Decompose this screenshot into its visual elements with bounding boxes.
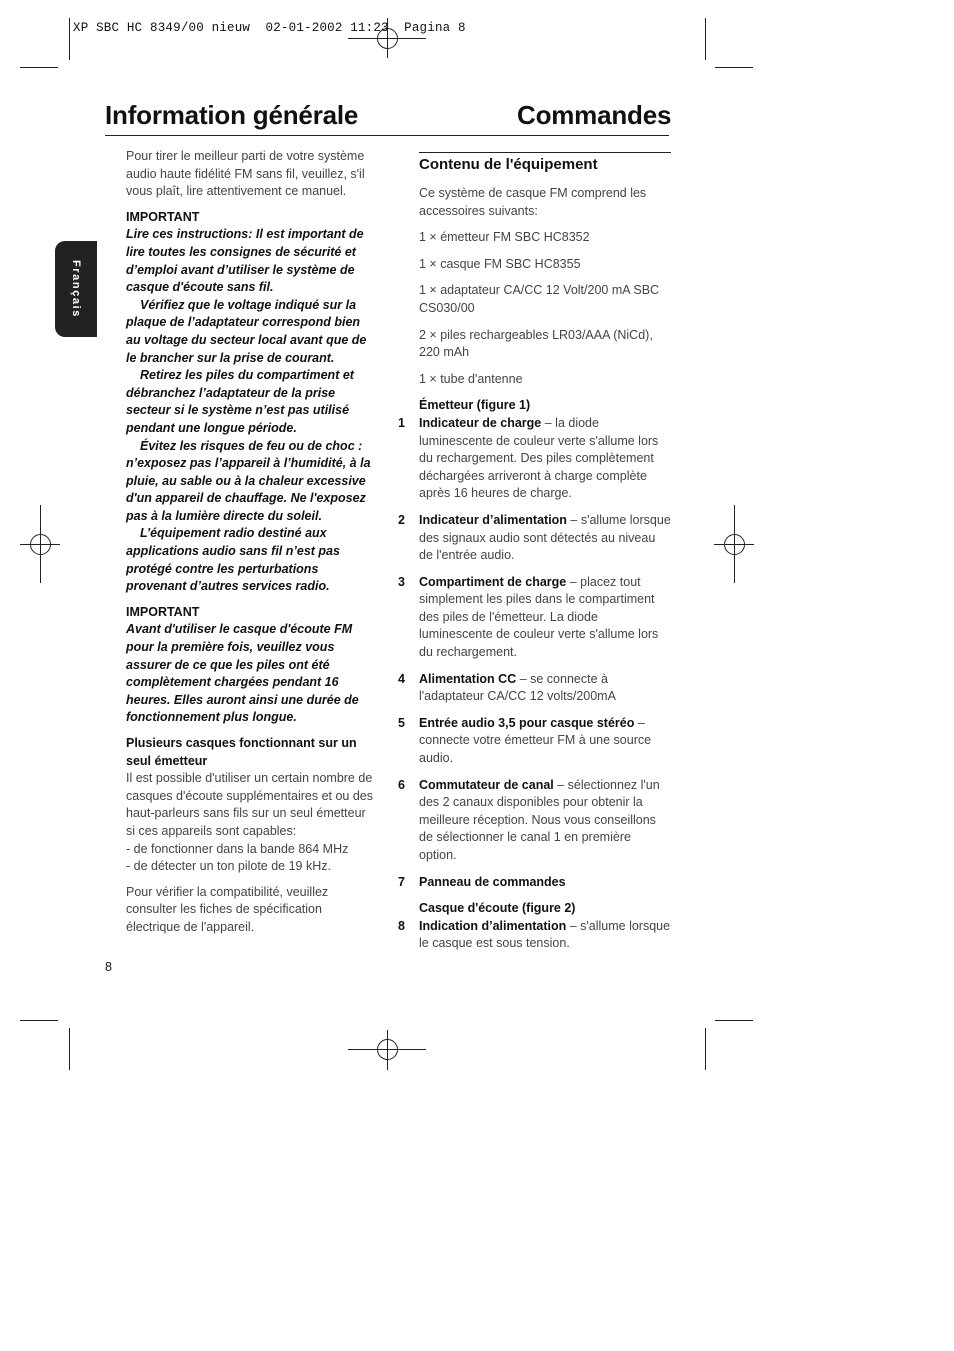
list-item: 2 × piles rechargeables LR03/AAA (NiCd), 220 mAh [419, 327, 653, 360]
control-item [398, 574, 671, 662]
item-term: Commutateur de canal [419, 777, 554, 792]
item-term: Entrée audio 3,5 pour casque stéréo [419, 715, 635, 730]
important-heading: IMPORTANT [126, 209, 200, 224]
item-description: – connecte votre émetteur FM à une source audio. [419, 715, 652, 766]
bullet-item: - de détecter un ton pilote de 19 kHz. [126, 859, 331, 874]
list-item: 1 × tube d'antenne [419, 371, 523, 386]
section-heading: Casque d'écoute (figure 2) [419, 901, 576, 916]
important-text: Avant d'utiliser le casque d'écoute FM pour la première fois, veuillez vous assurer de ce que les piles ont été complètement chargées pendant 16 heures. Elles auront ainsi une durée de fonctionnement plus longue. [126, 622, 359, 725]
control-item [398, 512, 671, 565]
page-number: 8 [105, 960, 112, 974]
item-number: 7 [398, 874, 405, 889]
control-item [398, 671, 671, 706]
item-description: – s'allume lorsque des signaux audio sont détectés au niveau de l'entrée audio. [419, 512, 671, 563]
item-description: – s'allume lorsque le casque est sous tension. [419, 918, 671, 951]
item-number: 4 [398, 671, 405, 686]
important-text: L’équipement radio destiné aux applications audio sans fil n’est pas protégé contre les perturbations provenant d’autres services radio. [126, 526, 340, 594]
item-number: 1 [398, 415, 405, 430]
body-text: Pour vérifier la compatibilité, veuillez consulter les fiches de spécification électrique de l'appareil. [126, 884, 329, 934]
control-item [398, 777, 671, 865]
item-number: 2 [398, 512, 405, 527]
list-item: 1 × casque FM SBC HC8355 [419, 256, 581, 271]
crop-mark [69, 18, 70, 60]
section-heading: Émetteur (figure 1) [419, 398, 531, 413]
crop-mark [715, 67, 753, 68]
important-text: Vérifiez que le voltage indiqué sur la plaque de l’adaptateur correspond bien au voltage du secteur local avant que de le brancher sur la prise de courant. [126, 297, 367, 365]
print-slug: XP SBC HC 8349/00 nieuw 02-01-2002 11:23 Pagina 8 [73, 21, 466, 35]
crop-mark [705, 1028, 706, 1070]
list-item: 1 × adaptateur CA/CC 12 Volt/200 mA SBC CS030/00 [419, 283, 660, 315]
right-column [398, 152, 671, 953]
control-item [398, 918, 671, 953]
body-text: Il est possible d'utiliser un certain nombre de casques d'écoute supplémentaires et ou des haut-parleurs sans fils sur un seul émetteur si ces appareils sont capables: [126, 771, 373, 838]
item-term: Alimentation CC [419, 671, 517, 686]
page-title-left: Information générale [105, 100, 359, 130]
important-heading: IMPORTANT [126, 604, 200, 619]
item-description: – se connecte à l'adaptateur CA/CC 12 volts/200mA [419, 671, 616, 704]
item-description: – la diode luminescente de couleur verte s'allume lors du rechargement. Des piles complètement déchargées arriveront à charge complète après 16 heures de charge. [419, 415, 659, 501]
body-text: Ce système de casque FM comprend les accessoires suivants: [419, 186, 647, 218]
item-term: Panneau de commandes [419, 874, 566, 889]
important-text: Retirez les piles du compartiment et débranchez l’adaptateur de la prise secteur si le système n’est pas utilisé pendant une longue période. [126, 368, 354, 435]
item-number: 8 [398, 918, 405, 933]
intro-paragraph: Pour tirer le meilleur parti de votre système audio haute fidélité FM sans fil, veuillez, s'il vous plaît, lire attentivement ce manuel. [126, 149, 365, 199]
bullet-item: - de fonctionner dans la bande 864 MHz [126, 841, 349, 856]
left-column [126, 148, 378, 937]
item-term: Indication d’alimentation [419, 918, 567, 933]
language-tab-label: Français [70, 259, 83, 319]
control-item [398, 874, 671, 892]
item-description: – placez tout simplement les piles dans le compartiment des piles de l'émetteur. La diode luminescente de couleur verte s'allume lors du rechargement. [419, 574, 659, 660]
crop-mark [20, 1020, 58, 1021]
item-number: 3 [398, 574, 405, 589]
item-description: – sélectionnez l'un des 2 canaux disponibles pour obtenir la meilleure réception. Nous vous conseillons de sélectionner le canal 1 en première option. [419, 777, 660, 862]
control-item [398, 715, 671, 768]
section-title: Contenu de l'équipement [419, 152, 671, 174]
crop-mark [69, 1028, 70, 1070]
item-number: 6 [398, 777, 405, 792]
item-number: 5 [398, 715, 405, 730]
crop-mark [715, 1020, 753, 1021]
item-term: Indicateur de charge [419, 415, 542, 430]
crop-mark [20, 67, 58, 68]
list-item: 1 × émetteur FM SBC HC8352 [419, 230, 590, 245]
section-heading: Plusieurs casques fonctionnant sur un seul émetteur [126, 736, 357, 768]
item-term: Indicateur d’alimentation [419, 512, 567, 527]
important-text: Évitez les risques de feu ou de choc : n’exposez pas l’appareil à l’humidité, à la pluie, au sable ou à la chaleur excessive d'un appareil de chauffage. Ne l'exposez pas à la lumière directe du soleil. [126, 438, 371, 523]
item-term: Compartiment de charge [419, 574, 567, 589]
important-text: Lire ces instructions: Il est important de lire toutes les consignes de sécurité et d’emploi avant d’utiliser le système de casque d'écoute sans fil. [126, 227, 364, 295]
crop-mark [705, 18, 706, 60]
title-rule [105, 135, 669, 136]
page-title-right: Commandes [517, 100, 672, 130]
control-item [398, 415, 671, 503]
